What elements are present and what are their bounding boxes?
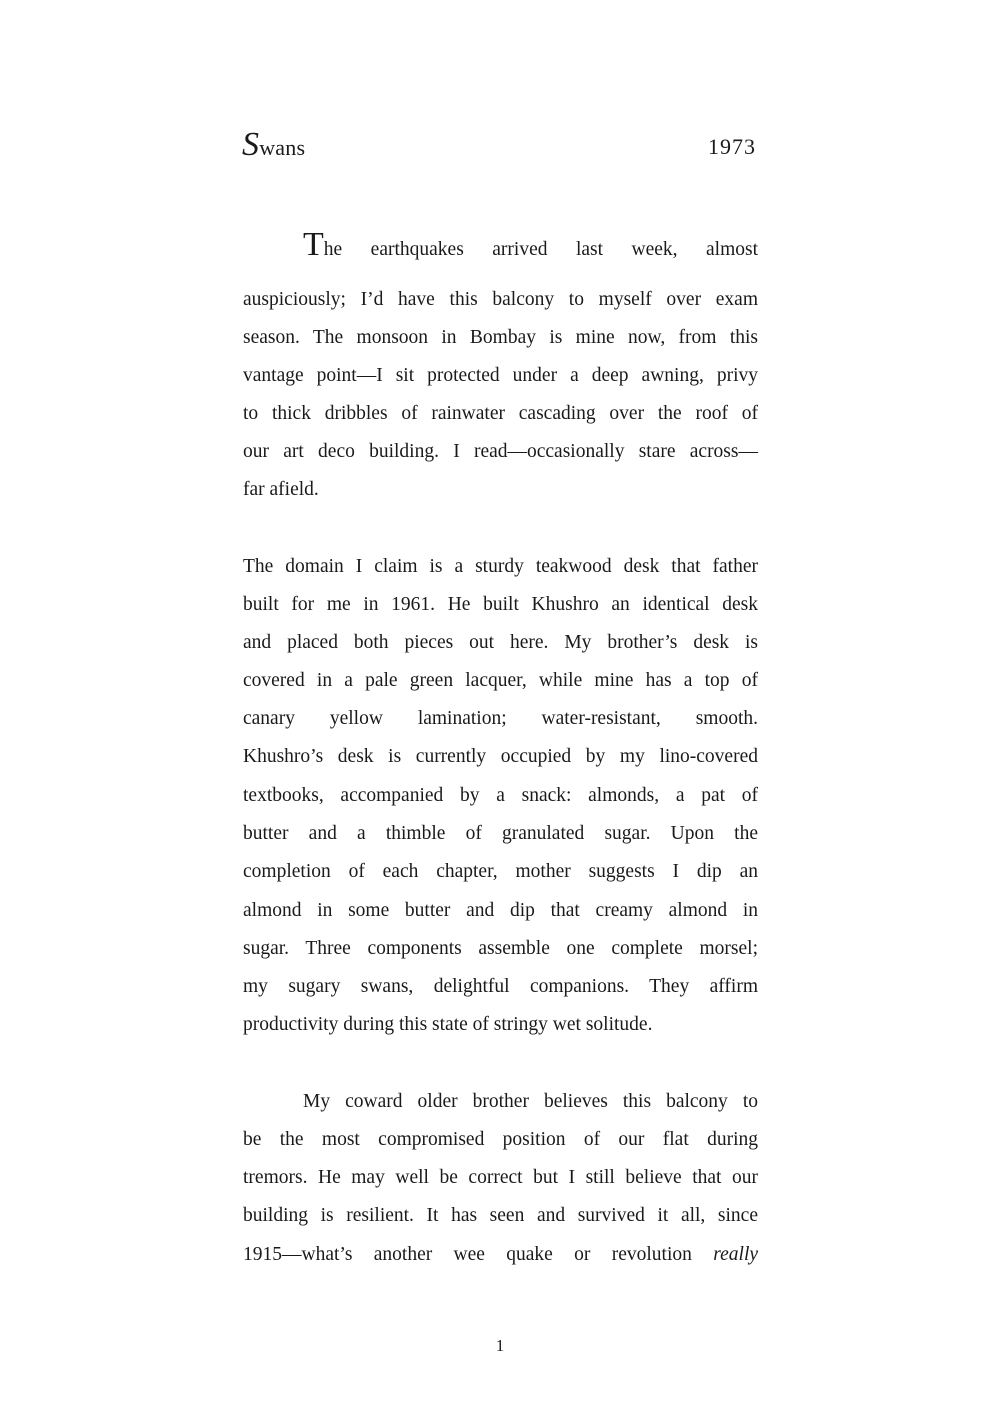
text-line	[243, 745, 758, 769]
page-number: 1	[495, 1336, 505, 1355]
line-text: almond in some butter and dip that creamy almond in	[243, 900, 758, 921]
text-line	[243, 631, 758, 655]
text-line	[243, 478, 758, 502]
line-text: Khushro’s desk is currently occupied by my lino-covered	[243, 746, 758, 767]
text-line	[243, 555, 758, 579]
line-text: be the most compromised position of our flat during	[243, 1129, 758, 1150]
italic-word: really	[713, 1244, 759, 1265]
text-line	[243, 669, 758, 693]
text-line	[243, 937, 758, 961]
running-header-title	[242, 128, 305, 162]
text-line	[243, 707, 758, 731]
title-initial: S	[242, 126, 260, 163]
text-line	[243, 593, 758, 617]
text-line	[243, 822, 758, 846]
line-text: sugar. Three components assemble one complete morsel;	[243, 938, 758, 959]
line-text: he earthquakes arrived last week, almost	[323, 239, 758, 260]
text-line	[243, 1243, 758, 1267]
text-line	[303, 228, 758, 262]
line-text: 1915—what’s another wee quake or revolution	[243, 1244, 692, 1265]
line-text: and placed both pieces out here. My brother’s desk is	[243, 632, 758, 653]
text-line	[243, 1013, 758, 1037]
text-line	[243, 860, 758, 884]
line-text: productivity during this state of stringy wet solitude.	[243, 1014, 653, 1035]
text-line	[243, 364, 758, 388]
text-line	[303, 1090, 758, 1114]
text-line	[243, 975, 758, 999]
text-line	[243, 440, 758, 464]
line-text: The domain I claim is a sturdy teakwood desk that father	[243, 556, 758, 577]
line-text: our art deco building. I read—occasionally stare across—	[243, 441, 758, 462]
text-line	[243, 784, 758, 808]
line-text: building is resilient. It has seen and survived it all, since	[243, 1205, 758, 1226]
line-text: to thick dribbles of rainwater cascading over the roof of	[243, 403, 758, 424]
drop-cap: T	[303, 226, 324, 263]
line-text: my sugary swans, delightful companions. They affirm	[243, 976, 758, 997]
line-text: canary yellow lamination; water-resistant, smooth.	[243, 708, 758, 729]
text-line	[243, 326, 758, 350]
line-text: far afield.	[243, 479, 319, 500]
text-line	[243, 288, 758, 312]
line-text: built for me in 1961. He built Khushro an identical desk	[243, 594, 758, 615]
title-rest: wans	[259, 135, 306, 160]
text-line	[243, 899, 758, 923]
text-line	[243, 1166, 758, 1190]
text-line	[243, 1204, 758, 1228]
text-line	[243, 1128, 758, 1152]
line-text: completion of each chapter, mother suggests I dip an	[243, 861, 758, 882]
line-text: tremors. He may well be correct but I still believe that our	[243, 1167, 758, 1188]
line-text: butter and a thimble of granulated sugar. Upon the	[243, 823, 758, 844]
text-line	[243, 402, 758, 426]
line-text: vantage point—I sit protected under a deep awning, privy	[243, 365, 758, 386]
line-text: season. The monsoon in Bombay is mine now, from this	[243, 327, 758, 348]
line-text: covered in a pale green lacquer, while mine has a top of	[243, 670, 758, 691]
line-text: textbooks, accompanied by a snack: almonds, a pat of	[243, 785, 758, 806]
line-text: My coward older brother believes this balcony to	[303, 1091, 758, 1112]
running-header-year: 1973	[708, 134, 756, 159]
line-text: auspiciously; I’d have this balcony to myself over exam	[243, 289, 758, 310]
